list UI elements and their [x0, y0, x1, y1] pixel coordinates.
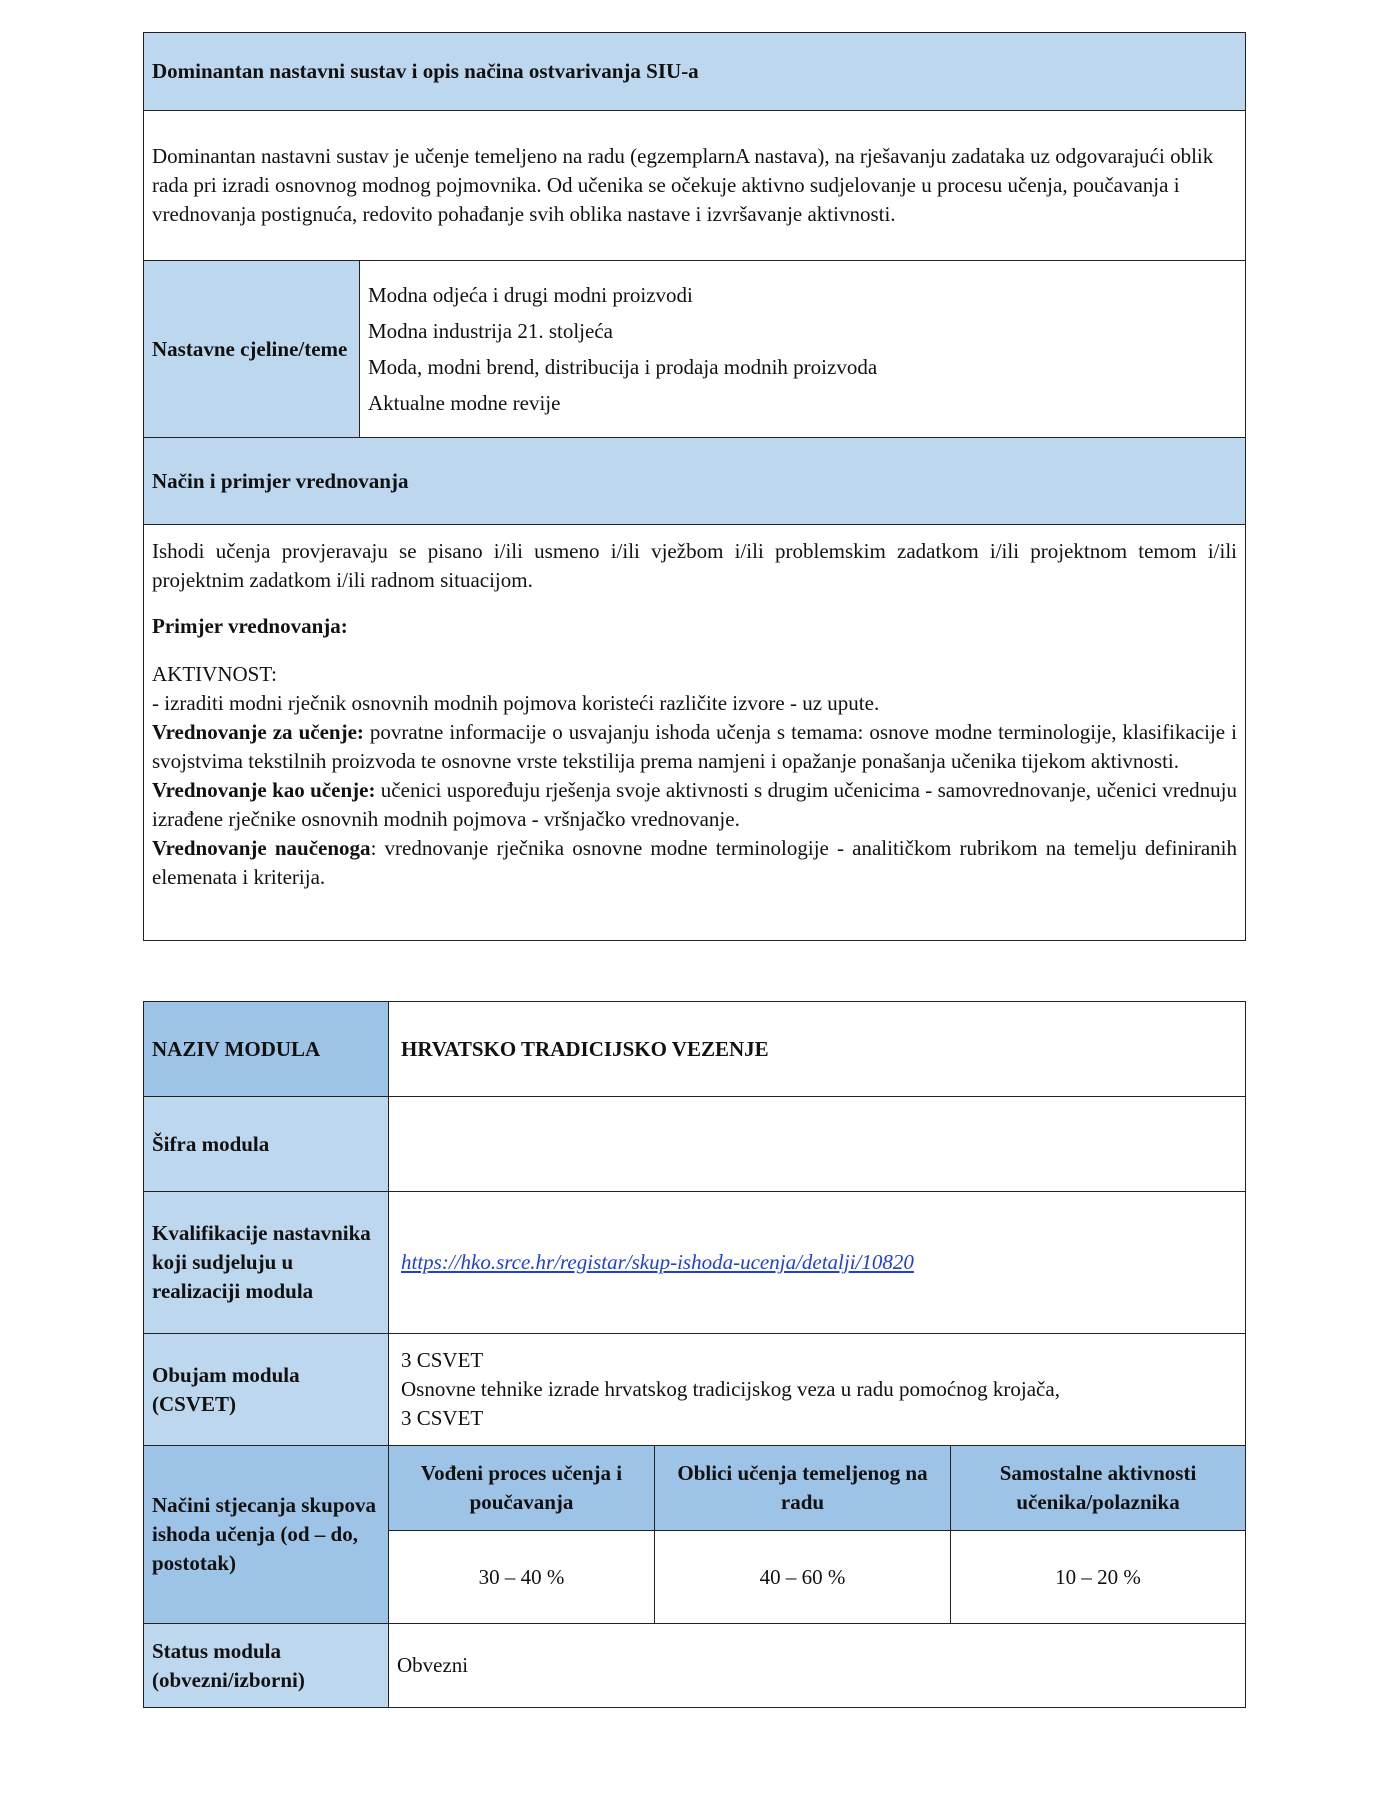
methods-label: Načini stjecanja skupova ishoda učenja (od – do, postotak) [152, 1493, 377, 1575]
teaching-system-table [143, 32, 1246, 941]
methods-value-text: 10 – 20 % [1055, 1564, 1141, 1589]
module-name-label-cell [144, 1002, 389, 1097]
eval-of-label: Vrednovanje naučenoga [152, 836, 371, 860]
methods-header-text: Vođeni proces učenja i poučavanja [420, 1461, 623, 1514]
qualifications-label: Kvalifikacije nastavnika koji sudjeluju u realizaciji modula [152, 1221, 371, 1303]
eval-for-learning [152, 718, 1237, 776]
module-name: HRVATSKO TRADICIJSKO VEZENJE [401, 1036, 769, 1061]
qualifications-cell [389, 1192, 1246, 1334]
methods-value [655, 1531, 951, 1624]
methods-value-text: 40 – 60 % [759, 1564, 846, 1589]
module-table [143, 1001, 1246, 1708]
teaching-system-header [144, 33, 1246, 111]
topics-label: Nastavne cjeline/teme [152, 336, 348, 361]
eval-as-text: učenici uspoređuju rješenja svoje aktivnosti s drugim učenicima - samovrednovanje, učenici vrednuju izrađene rječnike osnovnih modnih pojmova - vršnjačko vrednovanje. [152, 778, 1237, 831]
methods-value-text: 30 – 40 % [478, 1564, 565, 1589]
qualifications-link[interactable]: https://hko.srce.hr/registar/skup-ishoda-ucenja/detalji/10820 [401, 1250, 914, 1274]
eval-of-text: : vrednovanje rječnika osnovne modne terminologije - analitičkom rubrikom na temelju definiranih elemenata i kriterija. [152, 836, 1237, 889]
topic-item: Modna odjeća i drugi modni proizvodi [368, 283, 693, 307]
methods-header-text: Samostalne aktivnosti učenika/polaznika [999, 1461, 1197, 1514]
methods-header [951, 1446, 1246, 1531]
methods-label-cell [144, 1446, 389, 1624]
topic-item: Modna industrija 21. stoljeća [368, 319, 613, 343]
methods-value [389, 1531, 655, 1624]
volume-line: Osnovne tehnike izrade hrvatskog tradicijskog veza u radu pomoćnog krojača, [401, 1377, 1060, 1401]
topic-item: Moda, modni brend, distribucija i prodaja modnih proizvoda [368, 355, 878, 379]
volume-line: 3 CSVET [401, 1406, 484, 1430]
activity-label: AKTIVNOST: [152, 662, 277, 686]
activity-text: - izraditi modni rječnik osnovnih modnih pojmova koristeći različite izvore - uz upute. [152, 691, 880, 715]
eval-as-learning [152, 776, 1237, 834]
evaluation-intro: Ishodi učenja provjeravaju se pisano i/ili usmeno i/ili vježbom i/ili problemskim zadatkom i/ili projektnom temom i/ili projektnim zadatkom i/ili radnom situacijom. [152, 539, 1237, 592]
status-label: Status modula (obvezni/izborni) [152, 1638, 305, 1692]
methods-header [655, 1446, 951, 1531]
evaluation-header-cell [144, 438, 1246, 525]
methods-header-text: Oblici učenja temeljenog na radu [677, 1461, 928, 1514]
topic-item: Aktualne modne revije [368, 391, 561, 415]
eval-of-learning [152, 834, 1237, 892]
status-cell [389, 1624, 1246, 1708]
eval-for-label: Vrednovanje za učenje: [152, 720, 364, 744]
evaluation-body-cell [144, 525, 1246, 941]
teaching-system-description-cell [144, 111, 1246, 261]
module-code-cell [389, 1097, 1246, 1192]
module-name-label: NAZIV MODULA [152, 1036, 321, 1061]
volume-label-cell [144, 1334, 389, 1446]
teaching-system-description: Dominantan nastavni sustav je učenje temeljeno na radu (egzemplarnA nastava), na rješavanju zadataka uz odgovarajući oblik rada pri izradi osnovnog modnog pojmovnika. Od učenika se očekuje aktivno sudjelovanje u procesu učenja, poučavanja i vrednovanja postignuća, redovito pohađanje svih oblika nastave i izvršavanje aktivnosti. [152, 144, 1214, 226]
topics-label-cell [144, 261, 360, 438]
qualifications-label-cell [144, 1192, 389, 1334]
methods-header [389, 1446, 655, 1531]
topics-list-cell [360, 261, 1246, 438]
volume-cell [389, 1334, 1246, 1446]
eval-as-label: Vrednovanje kao učenje: [152, 778, 376, 802]
volume-line: 3 CSVET [401, 1348, 484, 1372]
teaching-system-header-text: Dominantan nastavni sustav i opis načina ostvarivanja SIU-a [152, 59, 699, 83]
example-title: Primjer vrednovanja: [152, 614, 348, 638]
status-value: Obvezni [397, 1653, 469, 1677]
status-label-cell [144, 1624, 389, 1708]
module-code-label: Šifra modula [152, 1131, 270, 1156]
module-name-cell [389, 1002, 1246, 1097]
evaluation-header: Način i primjer vrednovanja [152, 468, 409, 493]
eval-for-text: povratne informacije o usvajanju ishoda učenja s temama: osnove modne terminologije, klasifikacije i svojstvima tekstilnih proizvoda te osnovne vrste tekstilija prema namjeni i opažanje ponašanja učenika tijekom aktivnosti. [152, 720, 1237, 773]
methods-value [951, 1531, 1246, 1624]
module-code-label-cell [144, 1097, 389, 1192]
volume-label: Obujam modula (CSVET) [152, 1362, 300, 1416]
